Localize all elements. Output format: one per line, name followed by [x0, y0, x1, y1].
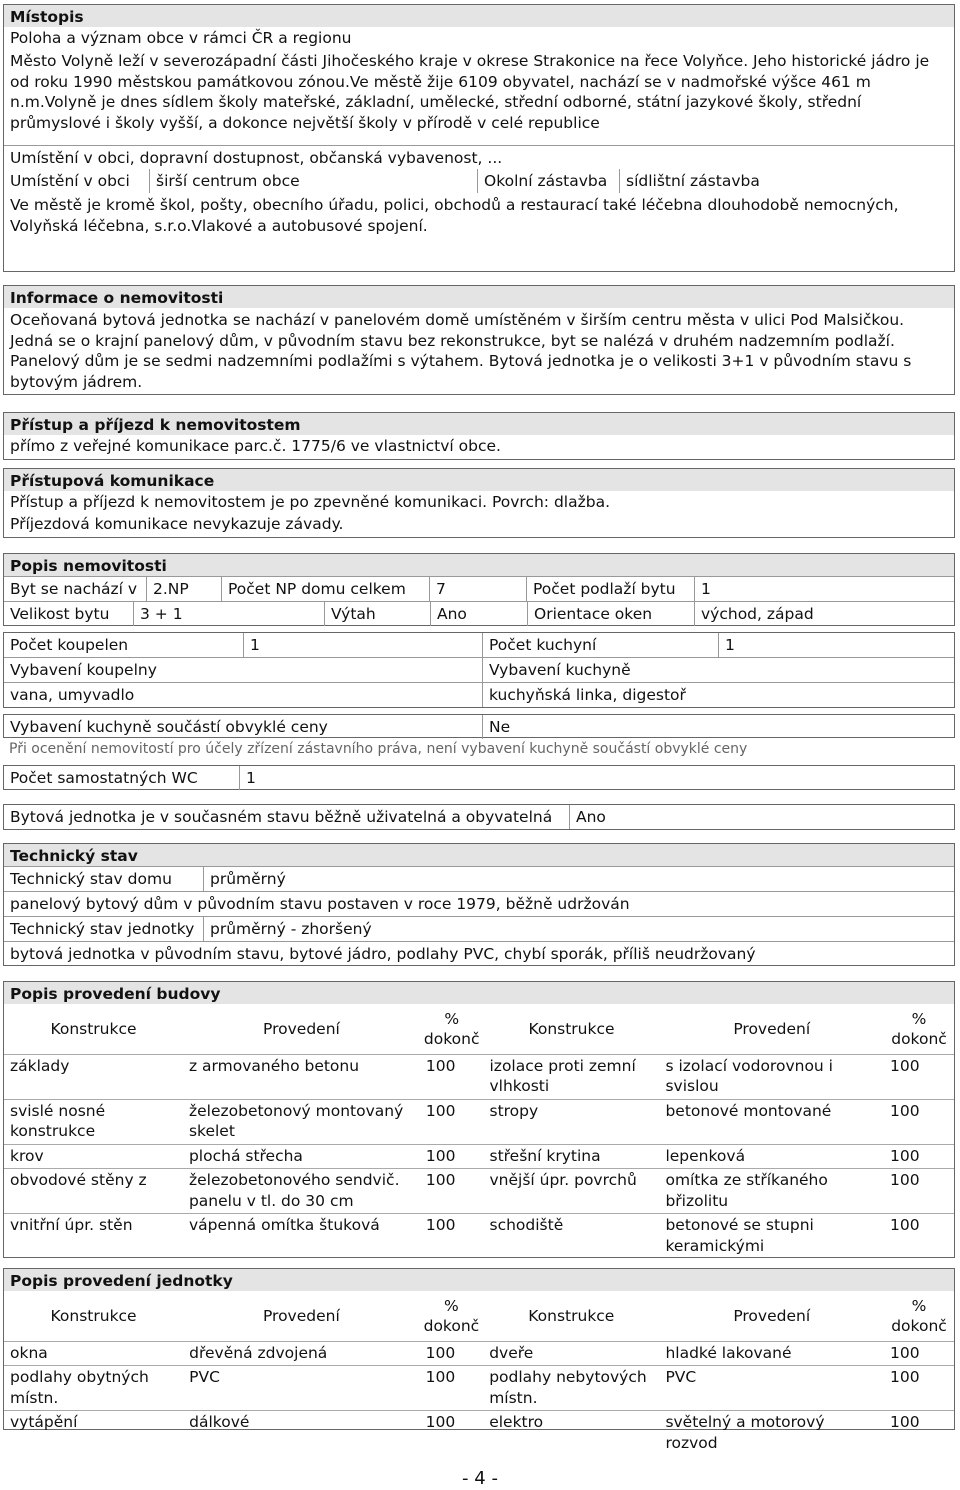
jednotka-title: Popis provedení jednotky [4, 1269, 954, 1291]
byt-label: Byt se nachází v [4, 577, 147, 601]
velikost-value: 3 + 1 [134, 602, 325, 626]
page-number: - 4 - [462, 1468, 498, 1489]
table-cell: lepenková [659, 1144, 884, 1169]
technicky-jednotka-value: průměrný - zhoršený [210, 920, 372, 938]
jednotka-table [4, 1291, 954, 1455]
podlazi-label: Počet podlaží bytu [527, 577, 695, 601]
budova-header-cell: Provedení [733, 1019, 811, 1038]
table-row [4, 1411, 954, 1456]
table-cell: vnitřní úpr. stěn [4, 1214, 183, 1259]
technicky-dum-text: panelový bytový dům v původním stavu postaven v roce 1979, běžně udržován [10, 895, 630, 913]
umisteni-row [4, 169, 954, 193]
technicky-title: Technický stav [4, 844, 954, 866]
komunikace-line2: Příjezdová komunikace nevykazuje závady. [10, 515, 344, 533]
technicky-section [3, 843, 955, 966]
kuchyne-cena-row [3, 714, 955, 738]
table-cell: betonové se stupni keramickými [659, 1214, 884, 1259]
jednotka-header-row [4, 1291, 954, 1341]
table-cell: podlahy nebytových místn. [483, 1366, 659, 1411]
pristup-section [3, 412, 955, 460]
technicky-dum-row [4, 866, 954, 891]
okolni-value: sídlištní zástavba [626, 172, 760, 190]
table-cell: dřevěná zdvojená [183, 1341, 419, 1366]
table-cell: PVC [183, 1366, 419, 1411]
koupelny-row-2 [4, 657, 954, 682]
vybavenost-text: Ve městě je kromě škol, pošty, obecního úřadu, polici, obchodů a restaurací také léčebna dlouhodobě nemocných, Volyňská léčebna, s.r.o.Vlakové a autobusové spojení. [10, 196, 899, 235]
mistopis-subtitle: Poloha a význam obce v rámci ČR a regionu [10, 29, 352, 47]
table-cell: z armovaného betonu [183, 1054, 420, 1099]
table-cell: stropy [484, 1099, 660, 1144]
budova-header-cell: % dokonč [423, 1009, 480, 1048]
kuchyne-cena-note: Při ocenění nemovitostí pro účely zřízení zástavního práva, není vybavení kuchyně součástí obvyklé ceny [9, 741, 748, 757]
table-cell: vápenná omítka štuková [183, 1214, 420, 1259]
komunikace-line1: Přístup a příjezd k nemovitostem je po zpevněné komunikaci. Povrch: dlažba. [10, 493, 610, 511]
table-cell: 100 [420, 1214, 484, 1259]
table-cell: 100 [884, 1144, 954, 1169]
table-cell: podlahy obytných místn. [4, 1366, 183, 1411]
uzivatelna-cells [4, 805, 954, 829]
informace-section [3, 285, 955, 395]
table-cell: 100 [884, 1341, 954, 1366]
table-cell: 100 [884, 1099, 954, 1144]
vybaveni-koupelny-value: vana, umyvadlo [4, 683, 483, 707]
budova-header-cell: Provedení [263, 1019, 340, 1038]
vybaveni-koupelny-label: Vybavení koupelny [4, 658, 483, 682]
mistopis-text: Město Volyně leží v severozápadní části Jihočeského kraje v okrese Strakonice na řece Volyňce. Jeho historické jádro je od roku 1990 městskou památkovou zónou.Ve městě žije 6109 obyvatel, nachází se v nadmořské výšce 461 m n.m.Volyně je dnes sídlem školy mateřské, základní, umělecké, střední odborné, státní jazykové školy, střední průmyslové i školy vyšší, a dokonce největší školy v přírodě v celé republice [10, 52, 930, 132]
jednotka-section [3, 1268, 955, 1452]
table-row [4, 1366, 954, 1411]
table-cell: omítka ze stříkaného břizolitu [659, 1169, 884, 1214]
orientace-label: Orientace oken [528, 602, 695, 626]
pocet-np-label: Počet NP domu celkem [222, 577, 430, 601]
wc-row [3, 765, 955, 790]
technicky-jednotka-label: Technický stav jednotky [4, 917, 204, 941]
mistopis-section [3, 4, 955, 272]
pristup-title: Přístup a příjezd k nemovitostem [4, 413, 954, 435]
popis-row-1 [4, 576, 954, 601]
jednotka-header-cell: Konstrukce [528, 1306, 615, 1325]
table-cell: 100 [420, 1341, 484, 1366]
komunikace-title: Přístupová komunikace [4, 469, 954, 491]
table-cell: 100 [420, 1054, 484, 1099]
popis-row-2 [4, 601, 954, 626]
wc-label: Počet samostatných WC [4, 766, 240, 790]
jednotka-header-cell: % dokonč [891, 1296, 947, 1335]
informace-text: Oceňovaná bytová jednotka se nachází v panelovém domě umístěném v širším centru města v ulici Pod Malsičkou. Jedná se o krajní panelový dům, v původním stavu bez rekonstrukce, byt se nalézá v druhém nadzemním podlaží. Panelový dům je se sedmi nadzemními podlažími s výtahem. Bytová jednotka je o velikosti 3+1 v původním stavu s bytovým jádrem. [10, 311, 912, 391]
komunikace-section [3, 468, 955, 538]
technicky-dum-text-row [4, 891, 954, 916]
technicky-dum-value: průměrný [210, 870, 286, 888]
vytah-label: Výtah [325, 602, 431, 626]
table-cell: 100 [420, 1099, 484, 1144]
table-cell: okna [4, 1341, 183, 1366]
table-cell: vytápění [4, 1411, 183, 1456]
pocet-kuchyni-label: Počet kuchyní [483, 633, 719, 657]
table-cell: základy [4, 1054, 183, 1099]
table-row [4, 1054, 954, 1099]
informace-title: Informace o nemovitosti [4, 286, 954, 308]
table-cell: 100 [884, 1411, 954, 1456]
budova-section [3, 981, 955, 1258]
table-cell: 100 [420, 1144, 484, 1169]
umisteni-value: širší centrum obce [150, 169, 478, 193]
umisteni-title: Umístění v obci, dopravní dostupnost, občanská vybavenost, ... [10, 149, 503, 167]
koupelny-row-1 [4, 633, 954, 657]
pocet-koupelen-label: Počet koupelen [4, 633, 244, 657]
table-cell: krov [4, 1144, 183, 1169]
table-row [4, 1099, 954, 1144]
table-cell: světelný a motorový rozvod [659, 1411, 884, 1456]
table-cell: betonové montované [659, 1099, 884, 1144]
uzivatelna-label: Bytová jednotka je v současném stavu běžně uživatelná a obyvatelná [4, 805, 570, 829]
byt-value: 2.NP [147, 577, 222, 601]
table-cell: izolace proti zemní vlhkosti [484, 1054, 660, 1099]
okolni-label: Okolní zástavba [478, 169, 620, 193]
vytah-value: Ano [431, 602, 528, 626]
budova-header-cell: % dokonč [891, 1009, 947, 1048]
table-cell: 100 [884, 1054, 954, 1099]
table-cell: dveře [483, 1341, 659, 1366]
budova-header-cell: Konstrukce [50, 1019, 137, 1038]
kuchyne-cena-cells [4, 715, 954, 739]
velikost-label: Velikost bytu [4, 602, 134, 626]
koupelny-section [3, 632, 955, 708]
kuchyne-cena-label: Vybavení kuchyně součástí obvyklé ceny [4, 715, 483, 739]
table-row [4, 1169, 954, 1214]
table-cell: 100 [884, 1169, 954, 1214]
vybaveni-kuchyne-value: kuchyňská linka, digestoř [489, 686, 686, 704]
table-cell: obvodové stěny z [4, 1169, 183, 1214]
umisteni-label: Umístění v obci [4, 169, 150, 193]
vybaveni-kuchyne-label: Vybavení kuchyně [489, 661, 631, 679]
table-cell: 100 [420, 1169, 484, 1214]
pocet-kuchyni-value: 1 [725, 636, 735, 654]
jednotka-header-cell: Provedení [262, 1306, 340, 1325]
pocet-koupelen-value: 1 [244, 633, 483, 657]
table-cell: 100 [420, 1411, 484, 1456]
table-row [4, 1341, 954, 1366]
budova-table [4, 1004, 954, 1258]
popis-section [3, 553, 955, 626]
pocet-np-value: 7 [430, 577, 527, 601]
table-row [4, 1214, 954, 1259]
table-cell: hladké lakované [659, 1341, 884, 1366]
uzivatelna-row [3, 804, 955, 830]
technicky-jednotka-text: bytová jednotka v původním stavu, bytové jádro, podlahy PVC, chybí sporák, příliš neudržovaný [10, 945, 756, 963]
budova-header-cell: Konstrukce [528, 1019, 615, 1038]
mistopis-title: Místopis [4, 5, 954, 27]
jednotka-header-cell: Provedení [733, 1306, 811, 1325]
table-cell: PVC [659, 1366, 884, 1411]
umisteni-block [4, 145, 954, 238]
koupelny-row-3 [4, 682, 954, 707]
technicky-jednotka-text-row [4, 941, 954, 966]
table-cell: elektro [483, 1411, 659, 1456]
technicky-jednotka-row [4, 916, 954, 941]
table-cell: s izolací vodorovnou i svislou [659, 1054, 884, 1099]
podlazi-value: 1 [701, 580, 711, 598]
budova-title: Popis provedení budovy [4, 982, 954, 1004]
wc-value: 1 [246, 769, 256, 787]
table-cell: 100 [884, 1214, 954, 1259]
table-cell: 100 [884, 1366, 954, 1411]
popis-title: Popis nemovitosti [4, 554, 954, 576]
table-cell: schodiště [484, 1214, 660, 1259]
table-cell: dálkové [183, 1411, 419, 1456]
table-cell: vnější úpr. povrchů [484, 1169, 660, 1214]
jednotka-header-cell: Konstrukce [50, 1306, 137, 1325]
kuchyne-cena-value: Ne [489, 718, 511, 736]
table-cell: svislé nosné konstrukce [4, 1099, 183, 1144]
table-cell: 100 [420, 1366, 484, 1411]
orientace-value: východ, západ [701, 605, 814, 623]
uzivatelna-value: Ano [576, 808, 606, 826]
wc-cells [4, 766, 954, 790]
table-cell: železobetonový montovaný skelet [183, 1099, 420, 1144]
table-cell: plochá střecha [183, 1144, 420, 1169]
budova-header-row [4, 1004, 954, 1054]
technicky-dum-label: Technický stav domu [4, 867, 204, 891]
pristup-text: přímo z veřejné komunikace parc.č. 1775/6 ve vlastnictví obce. [10, 437, 501, 455]
table-row [4, 1144, 954, 1169]
jednotka-header-cell: % dokonč [423, 1296, 480, 1335]
table-cell: střešní krytina [484, 1144, 660, 1169]
table-cell: železobetonového sendvič. panelu v tl. do 30 cm [183, 1169, 420, 1214]
